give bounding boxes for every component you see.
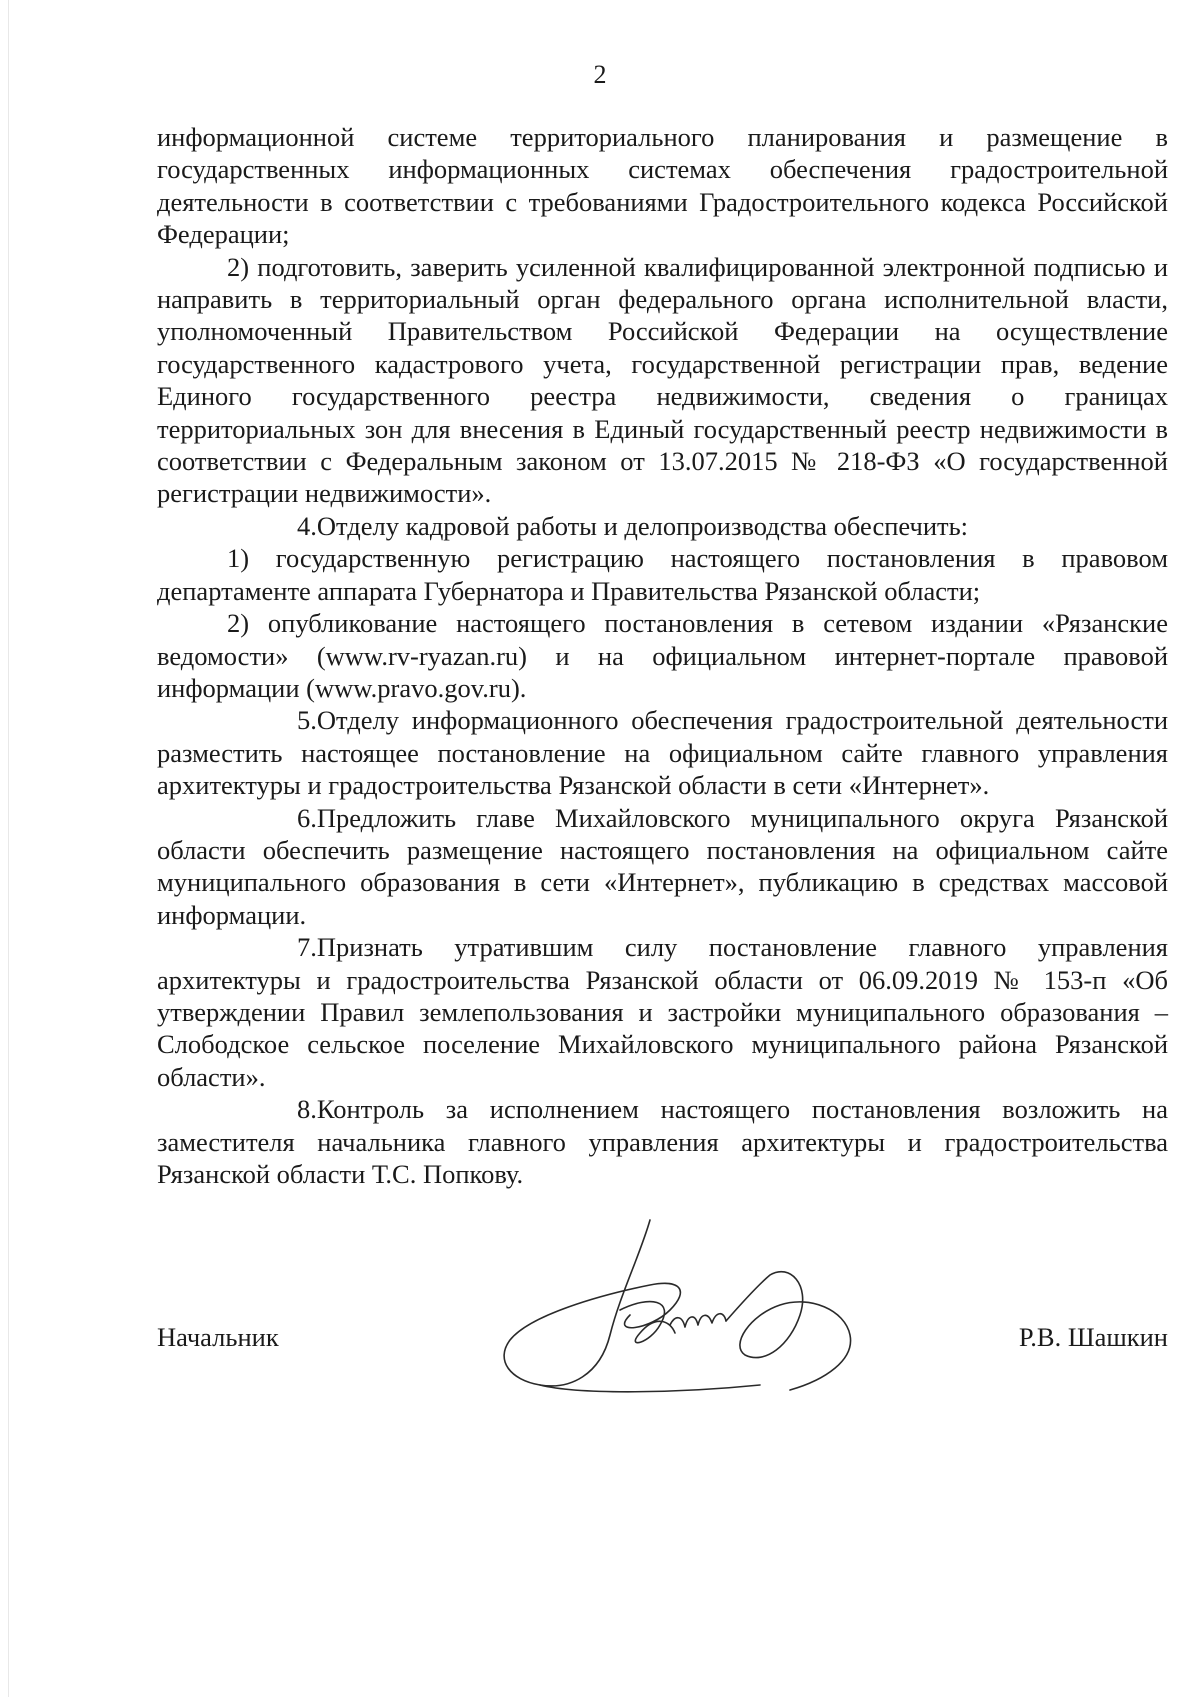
paragraph-text: 2) опубликование настоящего постановления в сетевом издании «Рязанские ведомости» (www.rv-ryazan.ru) и на официальном интернет-портале правовой информации (www.pravo.gov.ru). <box>157 608 1168 703</box>
paragraph-text: Предложить главе Михайловского муниципального округа Рязанской области обеспечить размещение настоящего постановления на официальном сайте муниципального образования в сети «Интернет», публикацию в средствах массовой информации. <box>157 802 1168 930</box>
document-body <box>157 121 1168 1190</box>
page-number: 2 <box>593 60 607 89</box>
paragraph-text: информационной системе территориального планирования и размещение в государственных информационных системах обеспечения градостроительной деятельности в соответствии с требованиями Градостроительного кодекса Российской Федерации; <box>157 122 1168 250</box>
paragraph-item-4 <box>157 510 1168 542</box>
paragraph-number: 7. <box>297 932 317 963</box>
paragraph-number: 4. <box>297 510 317 541</box>
paragraph-number: 6. <box>297 802 317 833</box>
paragraph-text: Признать утратившим силу постановление главного управления архитектуры и градостроительства Рязанской области от 06.09.2019 № 153-п «Об утверждении Правил землепользования и застройки муниципального образования – Слободское сельское поселение Михайловского муниципального района Рязанской области». <box>157 932 1168 1092</box>
paragraph-subitem-1 <box>157 542 1168 607</box>
paragraph-item-6 <box>157 802 1168 932</box>
paragraph-number: 5. <box>297 705 317 736</box>
paragraph-item-8 <box>157 1093 1168 1190</box>
paragraph-item-7 <box>157 931 1168 1093</box>
paragraph-text: Отделу кадровой работы и делопроизводства обеспечить: <box>316 510 969 541</box>
scan-edge-line <box>8 0 9 1697</box>
signature-block <box>157 1322 1168 1362</box>
paragraph-text: Отделу информационного обеспечения градостроительной деятельности разместить настоящее постановление на официальном сайте главного управления архитектуры и градостроительства Рязанской области в сети «Интернет». <box>157 705 1168 801</box>
paragraph-subitem-2 <box>157 607 1168 704</box>
paragraph-text: 2) подготовить, заверить усиленной квалифицированной электронной подписью и направить в территориальный орган федерального органа исполнительной власти, уполномоченный Правительством Российской Федерации на осуществление государственного кадастрового учета, государственной регистрации прав, ведение Единого государственного реестра недвижимости, сведения о границах территориальных зон для внесения в Единый государственный реестр недвижимости в соответствии с Федеральным законом от 13.07.2015 № 218-ФЗ «О государственной регистрации недвижимости». <box>157 251 1168 509</box>
signature-name: Р.В. Шашкин <box>1018 1322 1168 1352</box>
paragraph-text: Контроль за исполнением настоящего постановления возложить на заместителя начальника главного управления архитектуры и градостроительства Рязанской области Т.С. Попкову. <box>157 1094 1168 1189</box>
signature-title: Начальник <box>157 1322 279 1352</box>
paragraph-subitem-2 <box>157 251 1168 510</box>
paragraph-continuation <box>157 121 1168 251</box>
paragraph-number: 8. <box>297 1094 317 1125</box>
paragraph-text: 1) государственную регистрацию настоящего постановления в правовом департаменте аппарата Губернатора и Правительства Рязанской области; <box>157 543 1168 606</box>
handwritten-signature <box>500 1215 860 1405</box>
paragraph-item-5 <box>157 704 1168 801</box>
